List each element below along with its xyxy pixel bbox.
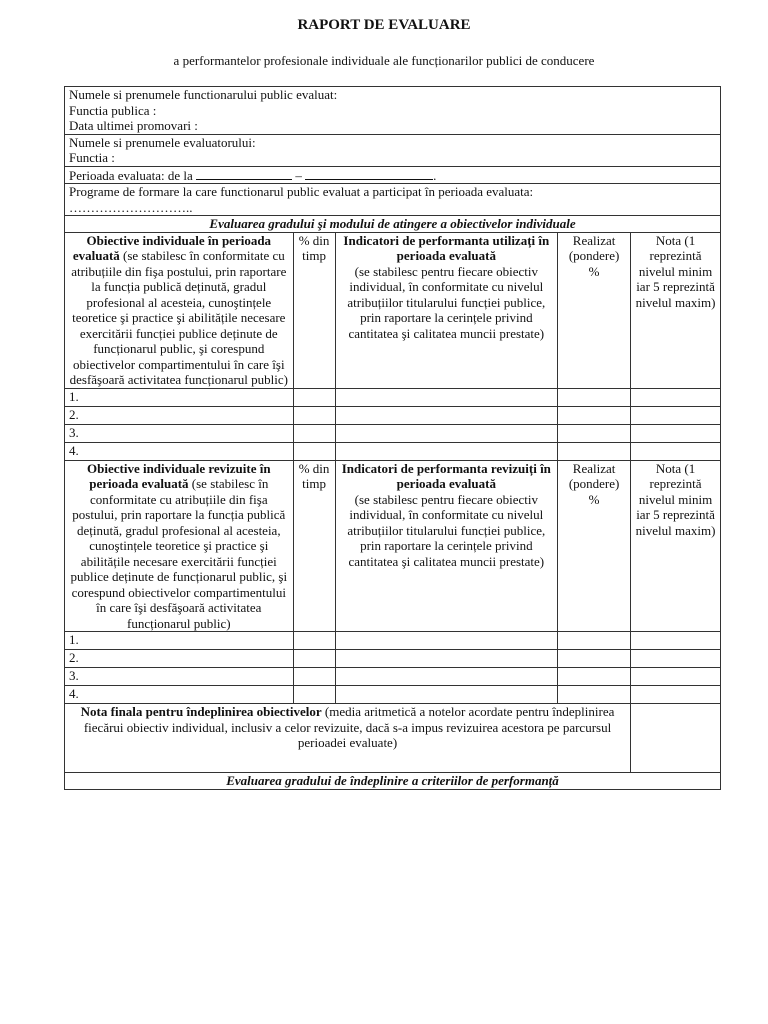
table-row: [65, 388, 721, 406]
training-label: Programe de formare la care functionarul public evaluat a participat în perioada evaluata:: [69, 184, 534, 199]
evaluated-name-label: Numele si prenumele functionarului public evaluat:: [69, 87, 338, 102]
table-row: [65, 650, 721, 668]
row-number: 2.: [65, 406, 294, 424]
evaluator-name-label: Numele si prenumele evaluatorului:: [69, 134, 256, 150]
training-dots: ………………………..: [69, 199, 193, 215]
time-cell[interactable]: [293, 668, 335, 686]
section1-grade-header: Nota (1 reprezintă nivelul minim iar 5 reprezintă nivelul maxim): [631, 232, 721, 388]
row-number: 2.: [65, 650, 294, 668]
time-cell[interactable]: [293, 686, 335, 704]
section1-objectives-header: Obiective individuale în perioada evaluată (se stabilesc în conformitate cu atribuțiile din fişa postului, prin raportare la funcția publică deținută, gradul profesional al acesteia, cunoştințele teoretice şi practice şi abilitățile necesare exercitării funcției publice deținute de funcționarul public, şi corespund obiectivelor compartimentului în care îşi desfăşoară activitatea funcționarul public): [65, 232, 294, 388]
row-number: 3.: [65, 668, 294, 686]
table-row: [65, 406, 721, 424]
page-subtitle: a performantelor profesionale individuale ale funcționarilor publici de conducere: [173, 53, 595, 68]
table-row: [65, 442, 721, 460]
table-row: [65, 686, 721, 704]
indicator-cell[interactable]: [335, 650, 558, 668]
period-start-blank[interactable]: [196, 167, 292, 180]
table-row: [65, 668, 721, 686]
grade-cell[interactable]: [631, 650, 721, 668]
time-cell[interactable]: [293, 632, 335, 650]
indicator-cell[interactable]: [335, 686, 558, 704]
indicator-cell[interactable]: [335, 668, 558, 686]
time-cell[interactable]: [293, 388, 335, 406]
achieved-cell[interactable]: [558, 424, 631, 442]
page-title: RAPORT DE EVALUARE: [297, 17, 471, 33]
period-dash: –: [295, 167, 302, 183]
evaluation-table: [64, 86, 721, 790]
public-function-label: Functia publica :: [69, 102, 157, 118]
section2-grade-header: Nota (1 reprezintă nivelul minim iar 5 reprezintă nivelul maxim): [631, 460, 721, 632]
table-row: [65, 424, 721, 442]
last-promotion-label: Data ultimei promovari :: [69, 118, 198, 133]
achieved-cell[interactable]: [558, 686, 631, 704]
final-note-row: [65, 704, 721, 773]
achieved-cell[interactable]: [558, 388, 631, 406]
identification-row: [65, 87, 721, 135]
grade-cell[interactable]: [631, 388, 721, 406]
period-end-mark: .: [433, 167, 437, 183]
achieved-cell[interactable]: [558, 650, 631, 668]
section2-objectives-header: Obiective individuale revizuite în perioada evaluată (se stabilesc în conformitate cu atribuțiile din fişa postului, prin raportare la funcția publică deținută, gradul profesional al acesteia, cunoştințele teoretice şi practice şi abilitățile necesare exercitării funcției publice deținute de funcționarul public, şi corespund obiectivelor compartimentului în care îşi desfăşoară activitatea funcționarul public): [65, 460, 294, 632]
period-end-blank[interactable]: [305, 167, 433, 180]
time-cell[interactable]: [293, 424, 335, 442]
row-number: 4.: [65, 442, 294, 460]
section1-header-row: [65, 232, 721, 388]
row-number: 1.: [65, 632, 294, 650]
evaluator-row: [65, 134, 721, 166]
indicator-cell[interactable]: [335, 632, 558, 650]
grade-cell[interactable]: [631, 424, 721, 442]
evaluator-function-label: Functia :: [69, 150, 115, 165]
grade-cell[interactable]: [631, 668, 721, 686]
time-cell[interactable]: [293, 442, 335, 460]
section2-achieved-header: Realizat (pondere) %: [558, 460, 631, 632]
indicator-cell[interactable]: [335, 388, 558, 406]
section1-indicators-header: Indicatori de performanta utilizați în perioada evaluată (se stabilesc pentru fiecare obiectiv individual, în conformitate cu nivelul atribuțiilor titularului funcției publice, prin raportare la cerințele privind cantitatea şi calitatea muncii prestate): [335, 232, 558, 388]
indicator-cell[interactable]: [335, 406, 558, 424]
achieved-cell[interactable]: [558, 442, 631, 460]
section2-time-header: % din timp: [293, 460, 335, 632]
grade-cell[interactable]: [631, 686, 721, 704]
section3-heading-row: [65, 773, 721, 790]
final-note-label: Nota finala pentru îndeplinirea obiectivelor (media aritmetică a notelor acordate pentru îndeplinirea fiecărui obiectiv individual, inclusiv a celor revizuite, dacă s-a impus revizuirea acestora pe parcursul perioadei evaluate): [65, 704, 631, 773]
section1-heading: Evaluarea gradului şi modului de atingere a obiectivelor individuale: [65, 216, 721, 233]
section1-heading-row: [65, 216, 721, 233]
row-number: 1.: [65, 388, 294, 406]
section3-heading: Evaluarea gradului de îndeplinire a criteriilor de performanță: [65, 773, 721, 790]
table-row: [65, 632, 721, 650]
time-cell[interactable]: [293, 650, 335, 668]
grade-cell[interactable]: [631, 406, 721, 424]
achieved-cell[interactable]: [558, 406, 631, 424]
final-note-value-cell[interactable]: [631, 704, 721, 773]
time-cell[interactable]: [293, 406, 335, 424]
indicator-cell[interactable]: [335, 442, 558, 460]
section1-achieved-header: Realizat (pondere) %: [558, 232, 631, 388]
section1-time-header: % din timp: [293, 232, 335, 388]
section2-indicators-header: Indicatori de performanta revizuiți în perioada evaluată (se stabilesc pentru fiecare obiectiv individual, în conformitate cu nivelul atribuțiilor titularului funcției publice, prin raportare la cerințele privind cantitatea şi calitatea muncii prestate): [335, 460, 558, 632]
row-number: 3.: [65, 424, 294, 442]
period-label: Perioada evaluata: de la: [69, 167, 193, 183]
grade-cell[interactable]: [631, 632, 721, 650]
period-row: [65, 166, 721, 184]
training-row: [65, 184, 721, 216]
achieved-cell[interactable]: [558, 632, 631, 650]
achieved-cell[interactable]: [558, 668, 631, 686]
grade-cell[interactable]: [631, 442, 721, 460]
section2-header-row: [65, 460, 721, 632]
indicator-cell[interactable]: [335, 424, 558, 442]
row-number: 4.: [65, 686, 294, 704]
